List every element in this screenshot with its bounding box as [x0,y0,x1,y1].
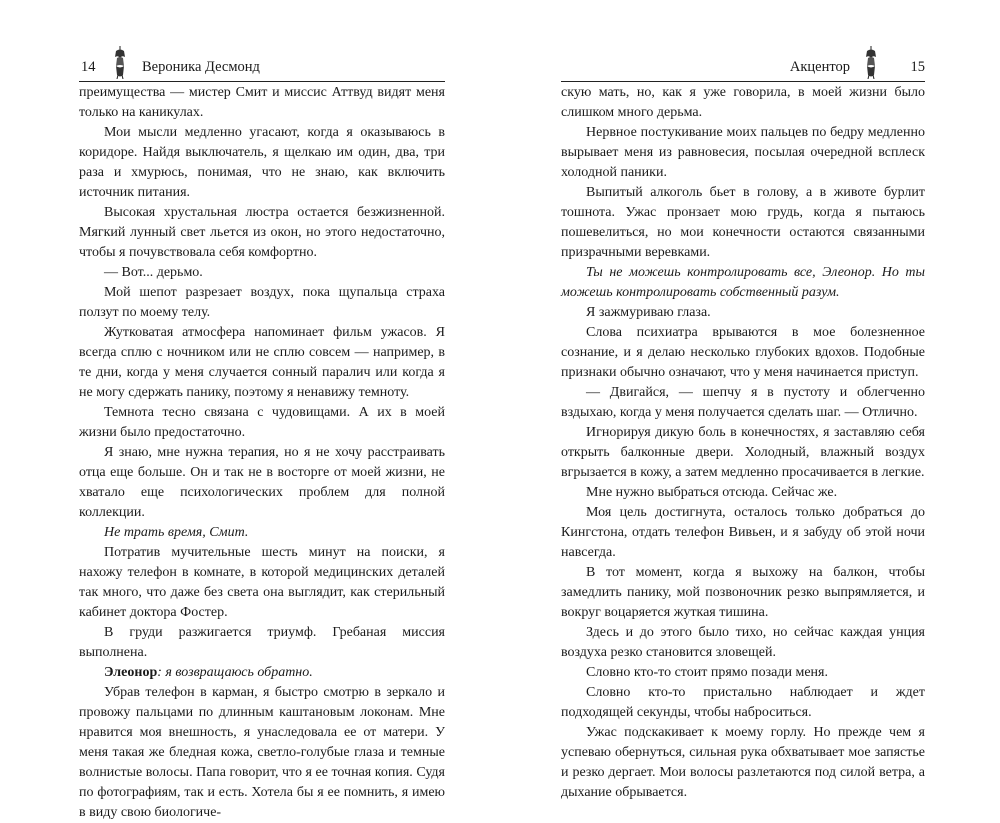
paragraph: Мне нужно выбраться отсюда. Сейчас же. [586,485,838,500]
header-rule [561,81,925,82]
italic-thought: Ты не можешь контролировать все, Элеонор. Но ты можешь контролировать собственный разум. [561,265,925,300]
paragraph: Моя цель достигнута, осталось только добраться до Кингстона, отдать телефон Вивьен, и я забуду об этой ночи навсегда. [561,505,925,560]
italic-thought: Не трать время, Смит. [104,525,249,540]
paragraph: Высокая хрустальная люстра остается безжизненной. Мягкий лунный свет льется из окон, но этого недостаточно, чтобы я почувствовала себя комфортно. [79,205,445,260]
paragraph: Мой шепот разрезает воздух, пока щупальца страха ползут по моему телу. [79,285,445,320]
message-text: : я возвращаюсь обратно. [157,665,313,680]
text-message [79,663,445,683]
paragraph: Словно кто-то пристально наблюдает и ждет подходящей секунды, чтобы наброситься. [561,685,925,720]
message-sender: Элеонор [104,665,158,680]
page-number: 15 [910,59,925,75]
right-page-header [561,46,925,82]
paragraph: Здесь и до этого было тихо, но сейчас каждая унция воздуха резко становится зловещей. [561,625,925,660]
paragraph: Игнорируя дикую боль в конечностях, я заставляю себя открыть балконные двери. Холодный, влажный воздух вгрызается в кожу, а затем медленно просачивается в легкие. [561,425,925,480]
left-page-text [79,83,445,823]
paragraph: — Вот... дерьмо. [104,265,203,280]
page-number: 14 [81,59,96,75]
paragraph: Темнота тесно связана с чудовищами. А их в моей жизни было предостаточно. [79,405,445,440]
paragraph: Убрав телефон в карман, я быстро смотрю в зеркало и провожу пальцами по длинным каштановым локонам. Мне нравится моя внешность, я унаследовала ее от матери. У меня такая же бледная кожа, светло-голубые глаза и темные волнистые волосы. Папа говорит, что я ее точная копия. Судя по фотографиям, так и есть. Хотела бы я ее помнить, я имею в виду свою биологиче- [79,685,445,820]
paragraph: Слова психиатра врываются в мое болезненное сознание, и я делаю несколько глубоких вдохов. Подобные признаки обычно означают, что у меня начинается приступ. [561,325,925,380]
hanging-figure-ornament-icon [113,46,127,79]
paragraph: Нервное постукивание моих пальцев по бедру медленно вырывает меня из равновесия, посылая очередной всплеск холодной паники. [561,125,925,180]
paragraph: скую мать, но, как я уже говорила, в моей жизни было слишком много дерьма. [561,85,925,120]
paragraph: Мои мысли медленно угасают, когда я оказываюсь в коридоре. Найдя выключатель, я щелкаю им один, два, три раза и хмурюсь, понимая, что не знаю, как включить источник питания. [79,125,445,200]
paragraph: Словно кто-то стоит прямо позади меня. [586,665,828,680]
hanging-figure-ornament-icon [864,46,878,79]
running-head-author: Вероника Десмонд [142,59,260,75]
paragraph: — Двигайся, — шепчу я в пустоту и облегченно вздыхаю, когда у меня получается сделать шаг. — Отлично. [561,385,925,420]
paragraph: преимущества — мистер Смит и миссис Аттвуд видят меня только на каникулах. [79,85,445,120]
header-rule [79,81,445,82]
paragraph: Жутковатая атмосфера напоминает фильм ужасов. Я всегда сплю с ночником или не сплю совсем — например, в те дни, когда у меня случается сонный паралич или когда я не могу сдержать панику, поэтому я ненавижу темноту. [79,325,445,400]
right-page-text [561,83,925,803]
running-head-title: Акцентор [789,59,850,75]
paragraph: Я зажмуриваю глаза. [586,305,711,320]
left-page-header [79,46,445,82]
paragraph: В груди разжигается триумф. Гребаная миссия выполнена. [79,625,445,660]
paragraph: Потратив мучительные шесть минут на поиски, я нахожу телефон в комнате, в которой медицинских деталей так много, что даже без света она выглядит, как стерильный кабинет доктора Фостер. [79,545,445,620]
paragraph: Я знаю, мне нужна терапия, но я не хочу расстраивать отца еще больше. Он и так не в восторге от моей жизни, не хватало еще психологических проблем для полной коллекции. [79,445,445,520]
paragraph: Выпитый алкоголь бьет в голову, а в животе бурлит тошнота. Ужас пронзает мою грудь, когда я пытаюсь пошевелиться, но мои конечности остаются связанными призрачными веревками. [561,185,925,260]
paragraph: В тот момент, когда я выхожу на балкон, чтобы замедлить панику, мой позвоночник резко выпрямляется, и вокруг воцаряется жуткая тишина. [561,565,925,620]
paragraph: Ужас подскакивает к моему горлу. Но прежде чем я успеваю обернуться, сильная рука обхватывает мое запястье и резко дергает. Мои волосы разлетаются под силой ветра, а дыхание обрывается. [561,725,925,800]
